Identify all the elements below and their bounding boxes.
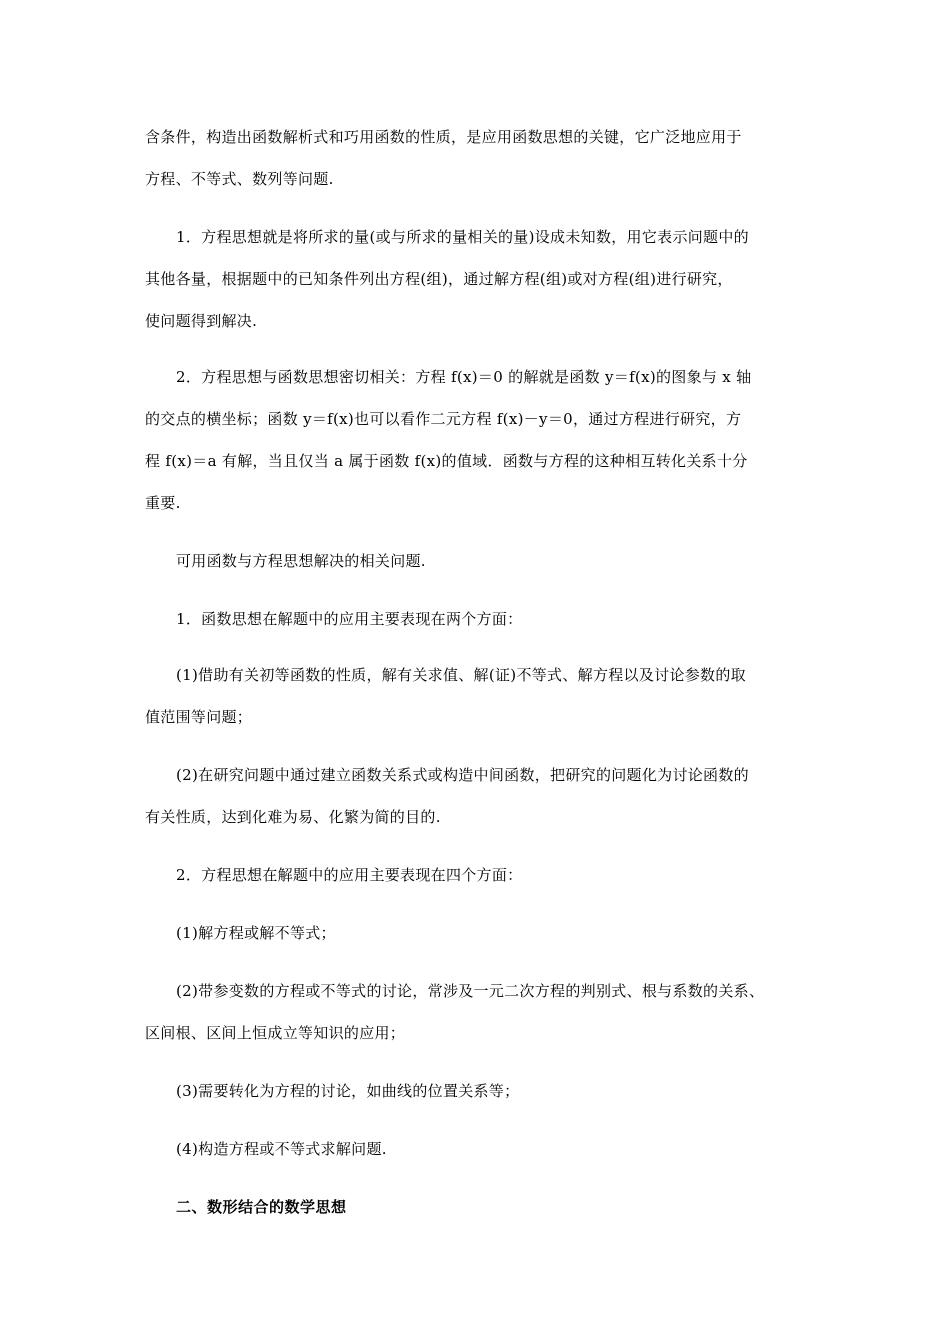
paragraph-line: 程 f(x)＝a 有解，当且仅当 a 属于函数 f(x)的值域．函数与方程的这种相互转化关系十分 bbox=[145, 452, 748, 470]
paragraph-line: 使问题得到解决. bbox=[145, 312, 258, 330]
paragraph-line: 2．方程思想与函数思想密切相关：方程 f(x)＝0 的解就是函数 y＝f(x)的图象与 x 轴 bbox=[176, 368, 752, 386]
paragraph-line: 方程、不等式、数列等问题. bbox=[145, 170, 334, 188]
paragraph-line: 有关性质，达到化难为易、化繁为简的目的. bbox=[145, 808, 441, 826]
paragraph-line: (3)需要转化为方程的讨论，如曲线的位置关系等； bbox=[176, 1082, 520, 1100]
paragraph-line: 1．函数思想在解题中的应用主要表现在两个方面： bbox=[176, 610, 523, 628]
paragraph-line: (2)在研究问题中通过建立函数关系式或构造中间函数，把研究的问题化为讨论函数的 bbox=[176, 766, 749, 784]
paragraph-line: 的交点的横坐标；函数 y＝f(x)也可以看作二元方程 f(x)－y＝0，通过方程进行研究，方 bbox=[145, 410, 742, 428]
paragraph-line: 区间根、区间上恒成立等知识的应用； bbox=[145, 1024, 406, 1042]
paragraph-line: 2．方程思想在解题中的应用主要表现在四个方面： bbox=[176, 866, 523, 884]
paragraph-line: 1．方程思想就是将所求的量(或与所求的量相关的量)设成未知数，用它表示问题中的 bbox=[176, 228, 749, 246]
section-heading: 二、数形结合的数学思想 bbox=[176, 1198, 347, 1216]
paragraph-line: (4)构造方程或不等式求解问题. bbox=[176, 1140, 387, 1158]
paragraph-line: 其他各量，根据题中的已知条件列出方程(组)，通过解方程(组)或对方程(组)进行研究， bbox=[145, 270, 733, 288]
paragraph-line: 含条件，构造出函数解析式和巧用函数的性质，是应用函数思想的关键，它广泛地应用于 bbox=[145, 128, 742, 146]
paragraph-line: (1)解方程或解不等式； bbox=[176, 924, 336, 942]
paragraph-line: (2)带参变数的方程或不等式的讨论，常涉及一元二次方程的判别式、根与系数的关系、 bbox=[176, 982, 765, 1000]
paragraph-line: 可用函数与方程思想解决的相关问题. bbox=[176, 552, 426, 570]
paragraph-line: (1)借助有关初等函数的性质，解有关求值、解(证)不等式、解方程以及讨论参数的取 bbox=[176, 666, 746, 684]
paragraph-line: 值范围等问题； bbox=[145, 708, 253, 726]
paragraph-line: 重要. bbox=[145, 494, 181, 512]
